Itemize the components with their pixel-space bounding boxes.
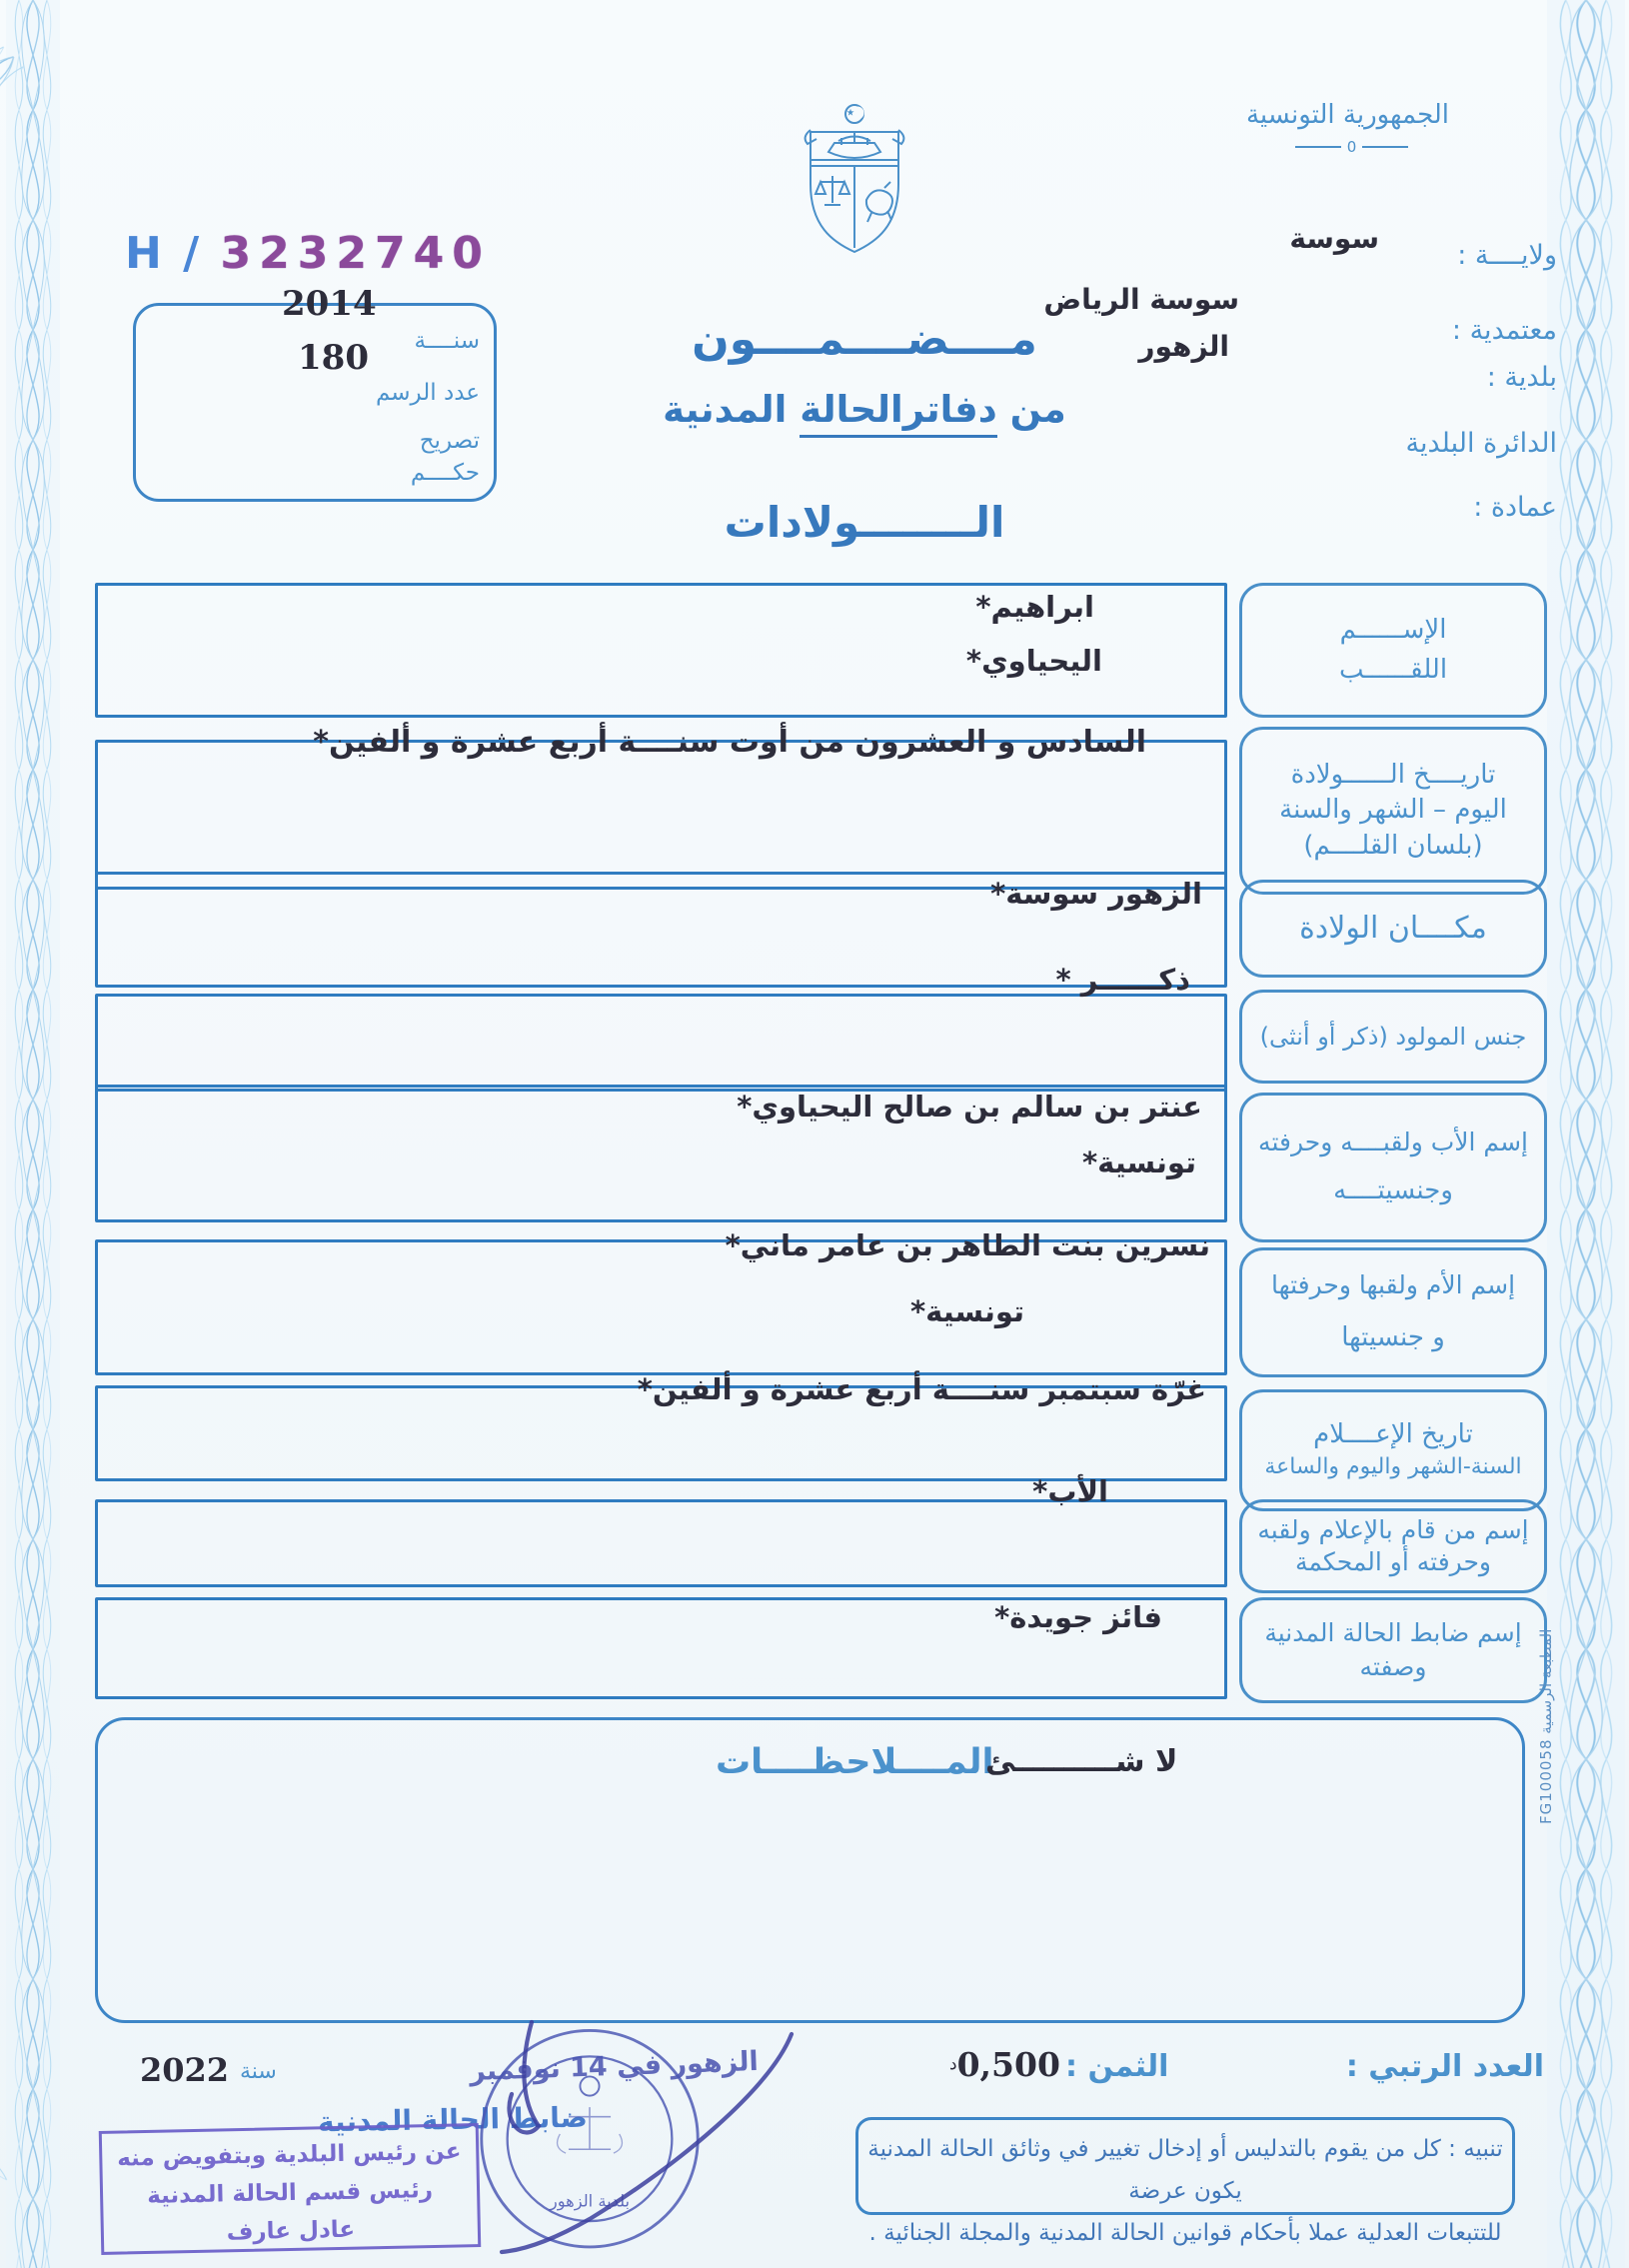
currency-mark: د — [949, 2054, 957, 2075]
guilloche-border-left — [6, 0, 60, 2268]
ordinal-number-label: العدد الرتبي : — [1345, 2049, 1544, 2084]
declarant-sublabel: وحرفته أو المحكمة — [1295, 1547, 1491, 1576]
field-value-box-registrar — [95, 1597, 1227, 1699]
field-label-box-birthdate — [1239, 727, 1547, 895]
serial-prefix: H / — [125, 228, 203, 279]
document-title-line2: من دفاترالحالة المدنية — [600, 388, 1129, 431]
governorate-label: ولايــــة : — [1457, 240, 1557, 271]
remarks-box — [95, 1717, 1525, 2023]
issue-year-value: 2022 — [140, 2051, 230, 2089]
underlined-title-word: دفاترالحالة — [800, 388, 996, 438]
registry-declaration-label: تصريح — [419, 428, 480, 454]
republic-header — [1245, 100, 1449, 156]
registry-year-value: 2014 — [282, 284, 377, 324]
mother-name-value: نسرين بنت الطاهر بن عامر ماني* — [725, 1228, 1210, 1262]
serial-digits: 3232740 — [220, 228, 491, 279]
price-value: 0,500 — [956, 2045, 1060, 2084]
registry-box — [133, 284, 497, 502]
document-title-line1: مــــضــــمــــون — [692, 314, 1037, 365]
remarks-value: لا شــــــــــئ — [985, 1744, 1178, 1779]
delegation-stamp-line2: رئيس قسم الحالة المدنية — [146, 2177, 434, 2209]
officer-title-stamp: ضابط الحالة المدنية — [317, 2100, 589, 2139]
field-value-box-declarant — [95, 1474, 1227, 1587]
delegation-value-1: سوسة الرياض — [1043, 283, 1239, 316]
father-name-value: عنتر بن سالم بن صالح اليحياوي* — [737, 1090, 1202, 1124]
field-value-box-name — [95, 583, 1227, 718]
registrar-sublabel: وصفته — [1359, 1652, 1427, 1681]
field-label-box-sex — [1239, 990, 1547, 1084]
district-label: الدائرة البلدية — [1405, 428, 1557, 459]
guilloche-border-right — [1547, 0, 1625, 2268]
field-value-box-father — [95, 1085, 1227, 1222]
name-label: الإســــــم — [1339, 615, 1447, 646]
field-label-box-birthplace — [1239, 880, 1547, 978]
signature — [440, 1994, 819, 2268]
printer-mark: المطبعة الرسمية FG100058 — [1537, 1629, 1555, 1825]
surname-label: اللقــــــب — [1338, 654, 1448, 685]
delegation-stamp-box — [99, 2123, 482, 2255]
issue-year-label: سنة — [240, 2059, 277, 2084]
notice-line1: تنبيه : كل من يقوم بالتدليس أو إدخال تغيير في وثائق الحالة المدنية يكون عرضة — [867, 2136, 1503, 2204]
field-value-box-birthdate — [95, 725, 1227, 890]
father-label: إسم الأب ولقبــــه وحرفته — [1258, 1128, 1528, 1157]
field-value-box-sex — [95, 963, 1227, 1092]
registrar-label: إسم ضابط الحالة المدنية — [1264, 1618, 1522, 1647]
registry-judgment-label: حكــــم — [410, 460, 480, 486]
birthdate-note: (بلسان القلــــم) — [1303, 830, 1483, 861]
mother-nationality-value: تونسية* — [909, 1294, 1024, 1328]
registry-year-label: سنــــة — [414, 328, 480, 354]
birthdate-sublabel: اليوم – الشهر والسنة — [1279, 795, 1507, 826]
legal-notice-box — [855, 2117, 1515, 2246]
municipality-label: بلدية : — [1486, 362, 1557, 393]
registrar-value: فائز جويدة* — [994, 1600, 1162, 1634]
surname-value: اليحياوي* — [965, 644, 1102, 678]
document-title-line3: الــــــــولادات — [724, 498, 1005, 547]
mother-nationality-label: و جنسيتها — [1341, 1322, 1445, 1353]
delegation-stamp-line1: عن رئيس البلدية وبتفويض منه — [116, 2138, 462, 2172]
sex-value: ذكــــــر * — [1055, 963, 1190, 997]
header-divider: 0 — [1254, 138, 1449, 156]
governorate-value: سوسة — [1289, 222, 1379, 255]
notice-line2: للتتبعات العدلية عملا بأحكام قوانين الحالة المدنية والمجلة الجنائية . — [868, 2220, 1502, 2246]
birthdate-label: تاريــــخ الــــــولادة — [1290, 760, 1496, 791]
delegation-stamp-line3: عادل عارف — [226, 2216, 356, 2246]
republic-title: الجمهورية التونسية — [1245, 100, 1449, 130]
declarant-value: الأب* — [1032, 1474, 1108, 1508]
birthdate-value: السادس و العشرون من أوت سنــــة أربع عشرة و ألفين* — [313, 725, 1146, 760]
field-value-box-declaration-date — [95, 1372, 1227, 1481]
seal-text-node: بلدية الزهور — [549, 2191, 631, 2211]
omda-label: عمادة : — [1473, 492, 1557, 523]
father-nationality-value: تونسية* — [1081, 1145, 1196, 1179]
date-stamp: الزهور في 14 نوفمبر — [469, 2045, 760, 2088]
field-value-box-mother — [95, 1228, 1227, 1375]
delegation-value-2: الزهور — [1138, 330, 1229, 363]
field-label-box-name — [1239, 583, 1547, 718]
price-line — [949, 2045, 1168, 2084]
field-label-box-declaration-date — [1239, 1389, 1547, 1511]
tunisia-coat-of-arms-icon — [795, 100, 914, 260]
delegation-label: معتمدية : — [1451, 315, 1557, 346]
field-label-box-declarant — [1239, 1499, 1547, 1593]
father-nationality-label: وجنسيتــــه — [1333, 1175, 1453, 1206]
declarant-label: إسم من قام بالإعلام ولقبه — [1257, 1515, 1529, 1544]
field-label-box-father — [1239, 1093, 1547, 1242]
declaration-date-label: تاريخ الإعــــلام — [1313, 1419, 1473, 1450]
serial-number — [125, 228, 491, 279]
field-label-box-registrar — [1239, 1597, 1547, 1703]
field-label-box-mother — [1239, 1247, 1547, 1377]
declaration-date-sublabel: السنة-الشهر واليوم والساعة — [1264, 1454, 1522, 1480]
mother-label: إسم الأم ولقبها وحرفتها — [1270, 1270, 1516, 1300]
declaration-date-value: غرّة سبتمبر سنــــة أربع عشرة و ألفين* — [637, 1372, 1206, 1406]
registry-record-label: عدد الرسم — [375, 380, 480, 406]
remarks-title: المــــلاحظــــات — [716, 1742, 994, 1782]
sex-label: جنس المولود (ذكر أو أنثى) — [1259, 1022, 1527, 1051]
registry-record-value: 180 — [298, 338, 369, 378]
given-name-value: ابراهيم* — [975, 590, 1094, 624]
birthplace-value: الزهور سوسة* — [990, 877, 1202, 911]
birthplace-label: مكــــان الولادة — [1299, 911, 1487, 946]
price-label: الثمن : — [1065, 2049, 1169, 2084]
